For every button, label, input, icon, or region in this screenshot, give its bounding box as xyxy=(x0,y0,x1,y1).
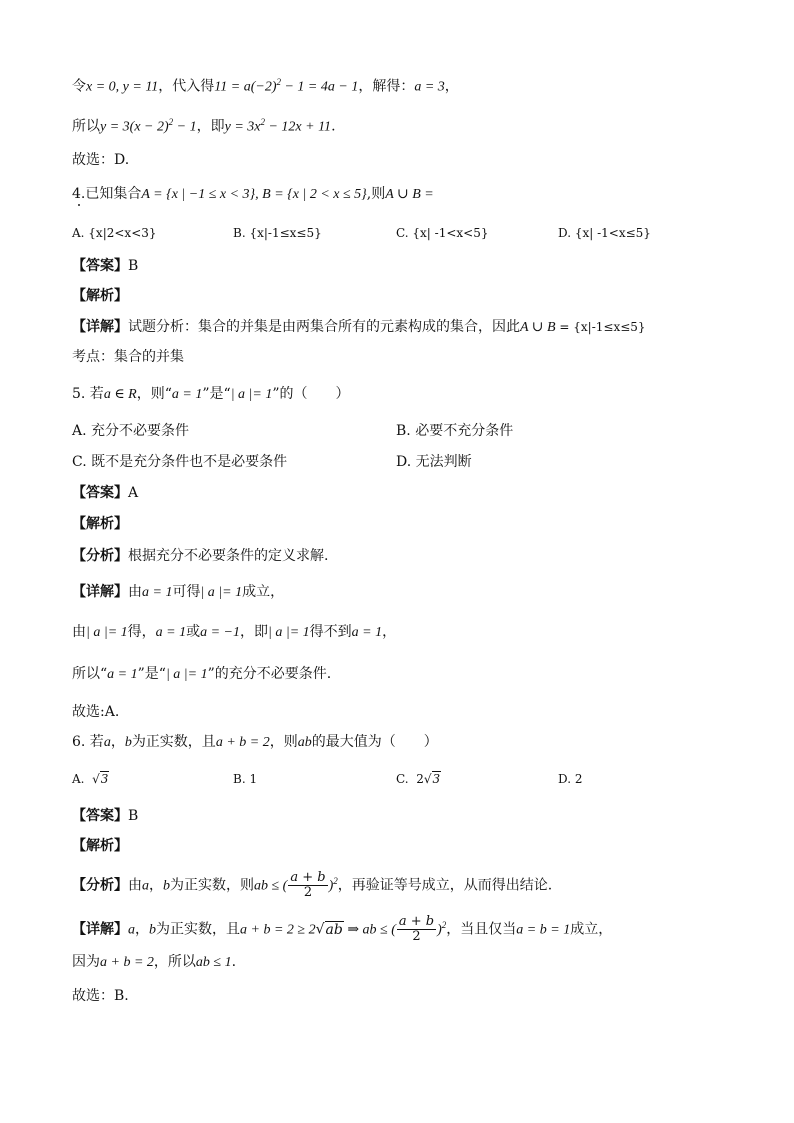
detail-tag: 【详解】 xyxy=(72,319,128,335)
math: A ∪ B xyxy=(520,320,556,335)
math: a = 3 xyxy=(414,79,445,95)
answer-tag: 【答案】 xyxy=(72,808,128,824)
fraction-numerator: a + b xyxy=(290,870,326,886)
math: b xyxy=(124,735,132,750)
text: 为正实数，则 xyxy=(170,877,254,894)
math: ab xyxy=(297,735,312,750)
text: 可得 xyxy=(172,584,201,600)
option-a: A. {x|2<x<3} xyxy=(72,226,157,240)
text: ， xyxy=(444,78,459,95)
text: 因为 xyxy=(72,954,100,970)
fraction-numerator: a + b xyxy=(398,914,435,930)
math: a xyxy=(103,735,111,750)
text: = {x|-1≤x≤5} xyxy=(555,320,646,334)
option-d: D. 2 xyxy=(558,772,583,786)
question-4 xyxy=(72,184,434,205)
text: 所以 xyxy=(72,118,100,135)
math: | a |= 1 xyxy=(165,667,208,682)
answer-value: A xyxy=(128,485,139,501)
answer-line xyxy=(72,483,138,503)
math: − 1 = 4a − 1 xyxy=(280,79,359,95)
text: 成立， xyxy=(570,921,613,938)
math: 3 xyxy=(100,772,109,786)
math: a + b = 2 xyxy=(215,735,270,750)
fraction xyxy=(397,915,436,944)
text: ，解得： xyxy=(358,78,415,95)
option-d: D. 无法判断 xyxy=(396,454,472,470)
text: 为正实数，且 xyxy=(156,921,240,938)
math: ) xyxy=(328,878,334,894)
option-c: C. 既不是充分条件也不是必要条件 xyxy=(72,454,288,470)
answer-tag: 【答案】 xyxy=(72,485,128,501)
option-a: A. √3 xyxy=(72,772,109,786)
analysis-line xyxy=(72,866,552,902)
answer-line xyxy=(72,806,138,826)
math: | a |= 1 xyxy=(268,625,310,640)
detail-tag: 【详解】 xyxy=(72,584,128,600)
math: | a |= 1 xyxy=(86,625,128,640)
math-sup: 2 xyxy=(168,117,174,127)
text: 5. 若 xyxy=(72,386,104,402)
text: 由 xyxy=(128,877,142,894)
option-b: B. 1 xyxy=(233,772,258,786)
text: ， xyxy=(149,877,163,894)
math: b xyxy=(163,878,170,894)
detail-conclusion xyxy=(72,664,331,685)
option-c: C. {x| -1<x<5} xyxy=(396,226,489,240)
option-a: A. 充分不必要条件 xyxy=(72,423,190,439)
text: 试题分析：集合的并集是由两集合所有的元素构成的集合，因此 xyxy=(128,319,520,335)
option-b: B. {x|-1≤x≤5} xyxy=(233,226,322,240)
text: ”的充分不必要条件. xyxy=(207,666,332,682)
answer-line xyxy=(72,256,138,276)
text: ”是“ xyxy=(202,386,231,402)
math: ⇒ ab ≤ ( xyxy=(343,922,396,938)
analysis-sub-tag: 【分析】 xyxy=(72,877,128,894)
answer-value: B xyxy=(128,808,139,824)
math: 11 = a(−2) xyxy=(214,79,277,95)
text: 6. 若 xyxy=(72,734,104,750)
text: 由 xyxy=(128,584,142,600)
text: ，当且仅当 xyxy=(446,921,517,938)
detail-continuation xyxy=(72,622,396,643)
math: A ∪ B = xyxy=(385,187,434,202)
option-label: C. xyxy=(396,772,409,786)
text: ， xyxy=(110,734,125,750)
text: 4.已知集合 xyxy=(72,186,142,202)
math: a xyxy=(128,922,135,938)
text: 根据充分不必要条件的定义求解. xyxy=(128,548,329,564)
math: ab xyxy=(325,921,343,938)
text: . xyxy=(231,954,237,970)
text: 令 xyxy=(72,78,86,95)
math: ab ≤ 1 xyxy=(195,955,232,970)
math: ab ≤ ( xyxy=(254,878,288,894)
math: a + b = 2 xyxy=(100,955,154,970)
math: a = 1 xyxy=(171,387,203,402)
detail-line: 【详解】a，b为正实数，且a + b = 2 ≥ 2√ab ⇒ ab ≤ ( $\frac{a + b}{2}$ )$^2$，当且仅当a = b = 1成立， xyxy=(72,914,613,945)
detail-line xyxy=(72,317,646,338)
option-d: D. {x| -1<x≤5} xyxy=(558,226,651,240)
anchor-mark xyxy=(78,204,80,206)
fraction xyxy=(288,871,327,900)
math: a = 1 xyxy=(351,625,383,640)
math: | a |= 1 xyxy=(200,585,243,600)
analysis-tag: 【解析】 xyxy=(72,516,128,532)
analysis-sub-tag: 【分析】 xyxy=(72,548,128,564)
text: ，代入得 xyxy=(158,78,215,95)
text: 得， xyxy=(127,624,156,640)
answer-value: B xyxy=(128,258,139,274)
detail-tag: 【详解】 xyxy=(72,921,128,938)
text: ，再验证等号成立，从而得出结论. xyxy=(337,877,553,894)
math: a ∈ R xyxy=(103,387,137,402)
text: . xyxy=(331,118,336,135)
fraction-denominator: 2 xyxy=(303,885,313,901)
text: 的最大值为（ ） xyxy=(311,734,438,750)
math: a = −1 xyxy=(200,625,241,640)
text: ，所以 xyxy=(153,954,196,970)
analysis-tag: 【解析】 xyxy=(72,838,128,854)
text: ，即 xyxy=(196,118,225,135)
text: ，则 xyxy=(269,734,298,750)
knowledge-point: 考点：集合的并集 xyxy=(72,349,184,365)
text: ,则 xyxy=(366,186,386,202)
math: − 1 xyxy=(173,119,197,135)
text: 成立， xyxy=(242,584,285,600)
detail-continuation xyxy=(72,952,236,973)
text: ， xyxy=(135,921,149,938)
question-5 xyxy=(72,384,350,405)
math: b xyxy=(149,922,156,938)
math-sup: 2 xyxy=(276,77,281,87)
text: 得不到 xyxy=(309,624,352,640)
question-6 xyxy=(72,732,438,753)
math: y = 3x xyxy=(224,119,261,135)
math: a = 1 xyxy=(142,585,173,600)
answer-tag: 【答案】 xyxy=(72,258,128,274)
text: ， xyxy=(382,624,397,640)
choice-line: 故选:A. xyxy=(72,704,120,720)
text: ”的（ ） xyxy=(272,386,350,402)
analysis-tag: 【解析】 xyxy=(72,288,128,304)
option-c: C. 2√3 xyxy=(396,772,441,786)
option-label: A. xyxy=(72,772,85,786)
math: a = 1 xyxy=(155,625,187,640)
text: ”是“ xyxy=(137,666,166,682)
math: 3 xyxy=(432,772,441,786)
choice-line: 故选：B. xyxy=(72,988,129,1004)
math: x = 0, y = 11 xyxy=(86,79,159,95)
detail-line xyxy=(72,582,284,603)
math: a xyxy=(142,878,149,894)
math: a = b = 1 xyxy=(516,922,571,938)
solution-line-substitution xyxy=(72,72,459,98)
math-sup: 2 xyxy=(260,117,265,127)
math: a = 1 xyxy=(107,667,138,682)
math-sup: 2 xyxy=(333,876,338,886)
math: ) xyxy=(437,922,442,938)
text: 由 xyxy=(72,624,86,640)
math: A = {x | −1 ≤ x < 3}, B = {x | 2 < x ≤ 5} xyxy=(141,187,367,202)
analysis-line xyxy=(72,546,328,566)
text: ，则“ xyxy=(136,386,172,402)
solution-line-result xyxy=(72,112,336,138)
text: 或 xyxy=(186,624,201,640)
choice-line: 故选：D. xyxy=(72,152,130,168)
option-b: B. 必要不充分条件 xyxy=(396,423,514,439)
math: − 12x + 11 xyxy=(264,119,332,135)
text: 所以“ xyxy=(72,666,108,682)
fraction-denominator: 2 xyxy=(412,929,421,945)
math: y = 3(x − 2) xyxy=(100,119,169,135)
math: 2 xyxy=(416,772,424,786)
math: | a |= 1 xyxy=(230,387,273,402)
math-sup: 2 xyxy=(441,920,447,930)
text: 为正实数，且 xyxy=(131,734,216,750)
text: ，即 xyxy=(240,624,269,640)
math: a + b = 2 ≥ 2 xyxy=(240,922,316,938)
